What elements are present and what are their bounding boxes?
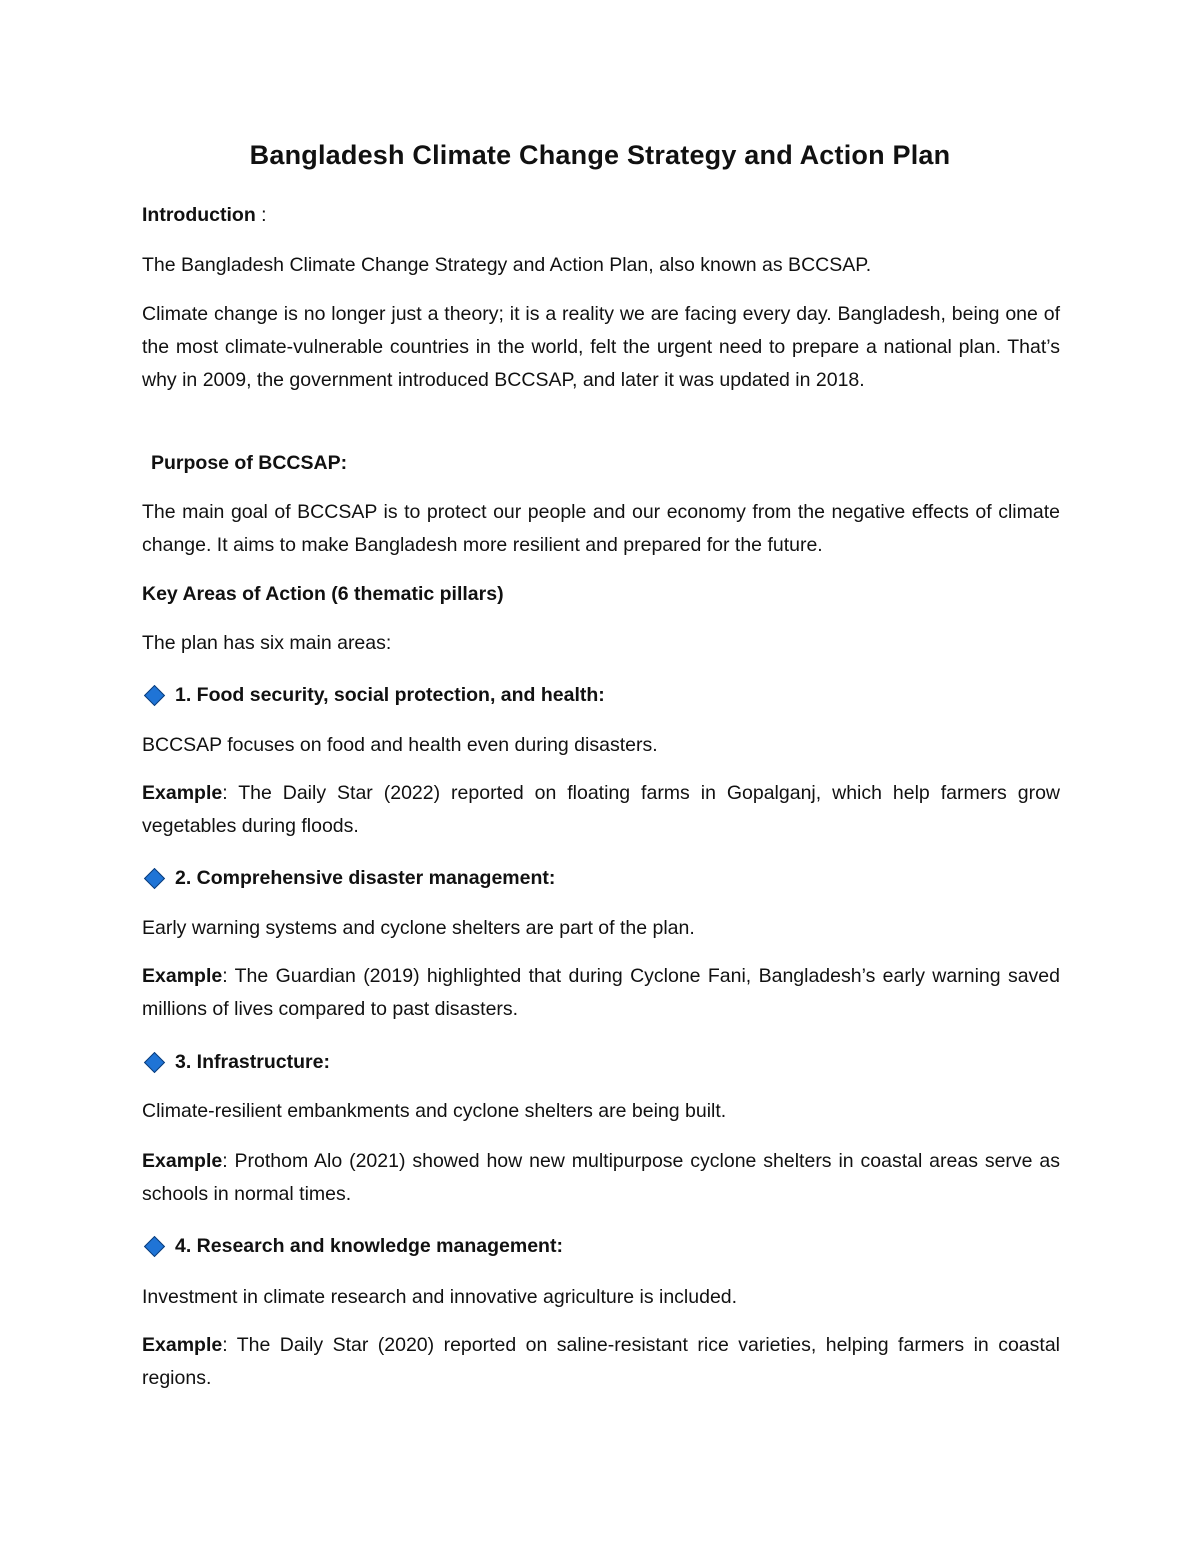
example-label: Example (142, 1150, 223, 1172)
purpose-paragraph: The main goal of BCCSAP is to protect our people and our economy from the negative effects of climate change. It aims to make Bangladesh more resilient and prepared for the future. (142, 501, 1060, 556)
introduction-paragraph-2: Climate change is no longer just a theory; it is a reality we are facing every day. Bangladesh, being one of the most climate-vulnerable countries in the world, felt the urgent need to prepare a national plan. That’s why in 2009, the government introduced BCCSAP, and later it was updated in 2018. (142, 303, 1060, 391)
section-1-heading-text: 1. Food security, social protection, and health: (175, 684, 605, 706)
blue-diamond-icon (144, 1236, 165, 1257)
section-1-text: BCCSAP focuses on food and health even during disasters. (142, 734, 658, 756)
section-2-heading-text: 2. Comprehensive disaster management: (175, 867, 556, 889)
example-label: Example (142, 1334, 223, 1356)
section-1-example (142, 777, 1060, 843)
blue-diamond-icon (144, 1052, 165, 1073)
section-3-heading (142, 1046, 1060, 1079)
section-2-heading (142, 862, 1060, 895)
section-3-example-text: : Prothom Alo (2021) showed how new multipurpose cyclone shelters in coastal areas serve as schools in normal times. (142, 1150, 1060, 1205)
section-4-example (142, 1329, 1060, 1395)
section-4-heading-text: 4. Research and knowledge management: (175, 1235, 563, 1257)
section-3-text: Climate-resilient embankments and cyclone shelters are being built. (142, 1100, 727, 1122)
section-1-heading (142, 679, 1060, 712)
section-1-example-text: : The Daily Star (2022) reported on floating farms in Gopalganj, which help farmers grow vegetables during floods. (142, 782, 1060, 837)
section-4-example-text: : The Daily Star (2020) reported on saline-resistant rice varieties, helping farmers in coastal regions. (142, 1334, 1060, 1389)
section-2-example (142, 960, 1060, 1026)
introduction-heading-label: Introduction (142, 204, 256, 226)
section-4-heading (142, 1230, 1060, 1263)
section-3-heading-text: 3. Infrastructure: (175, 1051, 330, 1073)
document-title: Bangladesh Climate Change Strategy and Action Plan (249, 140, 951, 170)
blue-diamond-icon (144, 685, 165, 706)
section-2-example-text: : The Guardian (2019) highlighted that during Cyclone Fani, Bangladesh’s early warning saved millions of lives compared to past disasters. (142, 965, 1060, 1020)
introduction-paragraph-1: The Bangladesh Climate Change Strategy and Action Plan, also known as BCCSAP. (142, 254, 872, 276)
example-label: Example (142, 965, 223, 987)
introduction-heading (142, 199, 1060, 232)
section-2-text: Early warning systems and cyclone shelters are part of the plan. (142, 917, 695, 939)
purpose-heading: Purpose of BCCSAP: (151, 452, 348, 474)
key-areas-heading: Key Areas of Action (6 thematic pillars) (142, 583, 504, 605)
example-label: Example (142, 782, 223, 804)
blue-diamond-icon (144, 868, 165, 889)
section-3-example (142, 1145, 1060, 1211)
key-areas-intro: The plan has six main areas: (142, 632, 392, 654)
introduction-heading-colon: : (255, 204, 267, 226)
section-4-text: Investment in climate research and innovative agriculture is included. (142, 1286, 738, 1308)
